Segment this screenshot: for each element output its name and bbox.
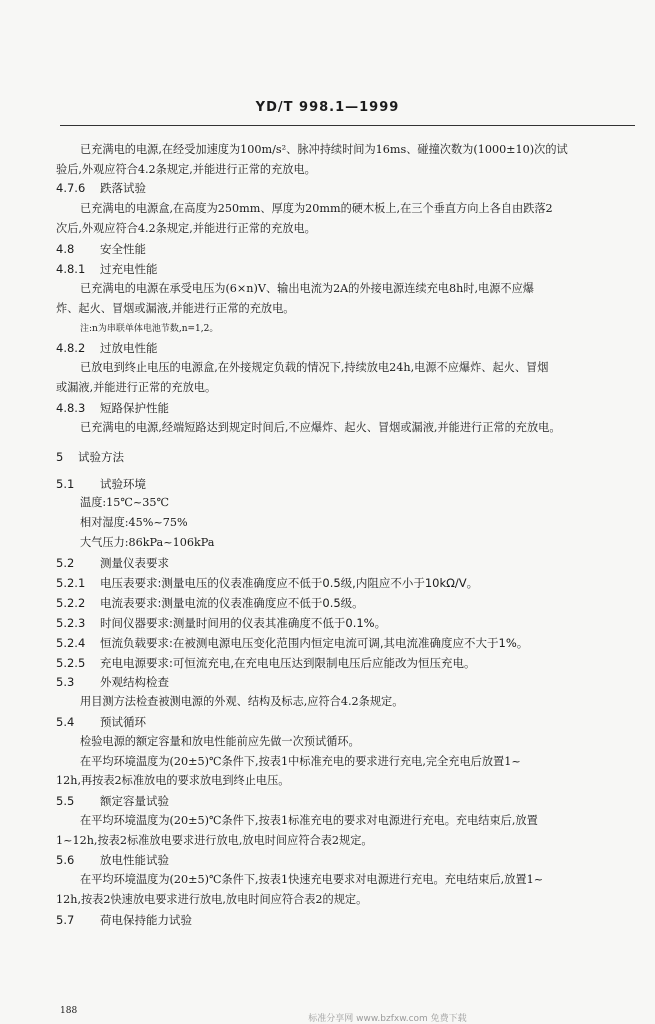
paragraph-line: 12h,再按表2标准放电的要求放电到终止电压。 xyxy=(56,774,290,787)
document-id-header: YD/T 998.1—1999 xyxy=(255,100,400,115)
paragraph-line: 已充满电的电源,经端短路达到规定时间后,不应爆炸、起火、冒烟或漏液,并能进行正常的充放电。 xyxy=(80,421,561,434)
section-heading-5-6: 5.6 放电性能试验 xyxy=(56,853,169,867)
paragraph-line: 用目测方法检查被测电源的外观、结构及标志,应符合4.2条规定。 xyxy=(80,695,404,708)
section-heading-5-7: 5.7 荷电保持能力试验 xyxy=(56,913,192,927)
note-text: 注:n为串联单体电池节数,n=1,2。 xyxy=(80,324,219,334)
section-heading-5-5: 5.5 额定容量试验 xyxy=(56,794,169,808)
section-heading-5-2: 5.2 测量仪表要求 xyxy=(56,556,169,570)
paragraph-line: 已充满电的电源,在经受加速度为100m/s²、脉冲持续时间为16ms、碰撞次数为(1000±10)次的试 xyxy=(80,143,568,156)
page-number: 188 xyxy=(60,1006,78,1016)
section-item-5-2-4: 5.2.4 恒流负载要求:在被测电源电压变化范围内恒定电流可调,其电流准确度应不大于1%。 xyxy=(56,636,529,650)
section-item-5-2-1: 5.2.1 电压表要求:测量电压的仪表准确度应不低于0.5级,内阻应不小于10kΩ/V。 xyxy=(56,576,479,590)
environment-pressure: 大气压力:86kPa~106kPa xyxy=(80,536,215,549)
paragraph-line: 已充满电的电源在承受电压为(6×n)V、输出电流为2A的外接电源连续充电8h时,电源不应爆 xyxy=(80,282,534,295)
paragraph-line: 在平均环境温度为(20±5)℃条件下,按表1标准充电的要求对电源进行充电。充电结束后,放置 xyxy=(80,814,538,827)
paragraph-line: 或漏液,并能进行正常的充放电。 xyxy=(56,381,217,394)
section-heading-5-3: 5.3 外观结构检查 xyxy=(56,675,169,689)
section-heading-4-8-3: 4.8.3 短路保护性能 xyxy=(56,401,169,415)
paragraph-line: 1~12h,按表2标准放电要求进行放电,放电时间应符合表2规定。 xyxy=(56,834,373,847)
paragraph-line: 已充满电的电源盒,在高度为250mm、厚度为20mm的硬木板上,在三个垂直方向上各自由跌落2 xyxy=(80,202,553,215)
section-item-5-2-2: 5.2.2 电流表要求:测量电流的仪表准确度应不低于0.5级。 xyxy=(56,596,364,610)
paragraph-line: 在平均环境温度为(20±5)℃条件下,按表1快速充电要求对电源进行充电。充电结束后,放置1~ xyxy=(80,873,544,886)
section-heading-5-4: 5.4 预试循环 xyxy=(56,715,146,729)
paragraph-line: 验后,外观应符合4.2条规定,并能进行正常的充放电。 xyxy=(56,163,316,176)
watermark-text: 标准分享网 www.bzfxw.com 免费下载 xyxy=(308,1014,467,1024)
paragraph-line: 12h,按表2快速放电要求进行放电,放电时间应符合表2的规定。 xyxy=(56,893,368,906)
section-heading-5: 5 试验方法 xyxy=(56,450,124,464)
paragraph-line: 在平均环境温度为(20±5)℃条件下,按表1中标准充电的要求进行充电,完全充电后放置1~ xyxy=(80,755,521,768)
paragraph-line: 检验电源的额定容量和放电性能前应先做一次预试循环。 xyxy=(80,735,360,748)
section-heading-4-8-1: 4.8.1 过充电性能 xyxy=(56,262,158,276)
paragraph-line: 次后,外观应符合4.2条规定,并能进行正常的充放电。 xyxy=(56,222,316,235)
section-heading-4-8-2: 4.8.2 过放电性能 xyxy=(56,341,158,355)
paragraph-line: 已放电到终止电压的电源盒,在外接规定负载的情况下,持续放电24h,电源不应爆炸、起火、冒烟 xyxy=(80,361,549,374)
environment-temperature: 温度:15℃~35℃ xyxy=(80,496,170,509)
section-item-5-2-3: 5.2.3 时间仪器要求:测量时间用的仪表其准确度不低于0.1%。 xyxy=(56,616,387,630)
environment-humidity: 相对湿度:45%~75% xyxy=(80,516,188,529)
paragraph-line: 炸、起火、冒烟或漏液,并能进行正常的充放电。 xyxy=(56,302,295,315)
section-heading-4-8: 4.8 安全性能 xyxy=(56,242,146,256)
section-heading-4-7-6: 4.7.6 跌落试验 xyxy=(56,181,146,195)
section-item-5-2-5: 5.2.5 充电电源要求:可恒流充电,在充电电压达到限制电压后应能改为恒压充电。 xyxy=(56,656,476,670)
section-heading-5-1: 5.1 试验环境 xyxy=(56,477,146,491)
